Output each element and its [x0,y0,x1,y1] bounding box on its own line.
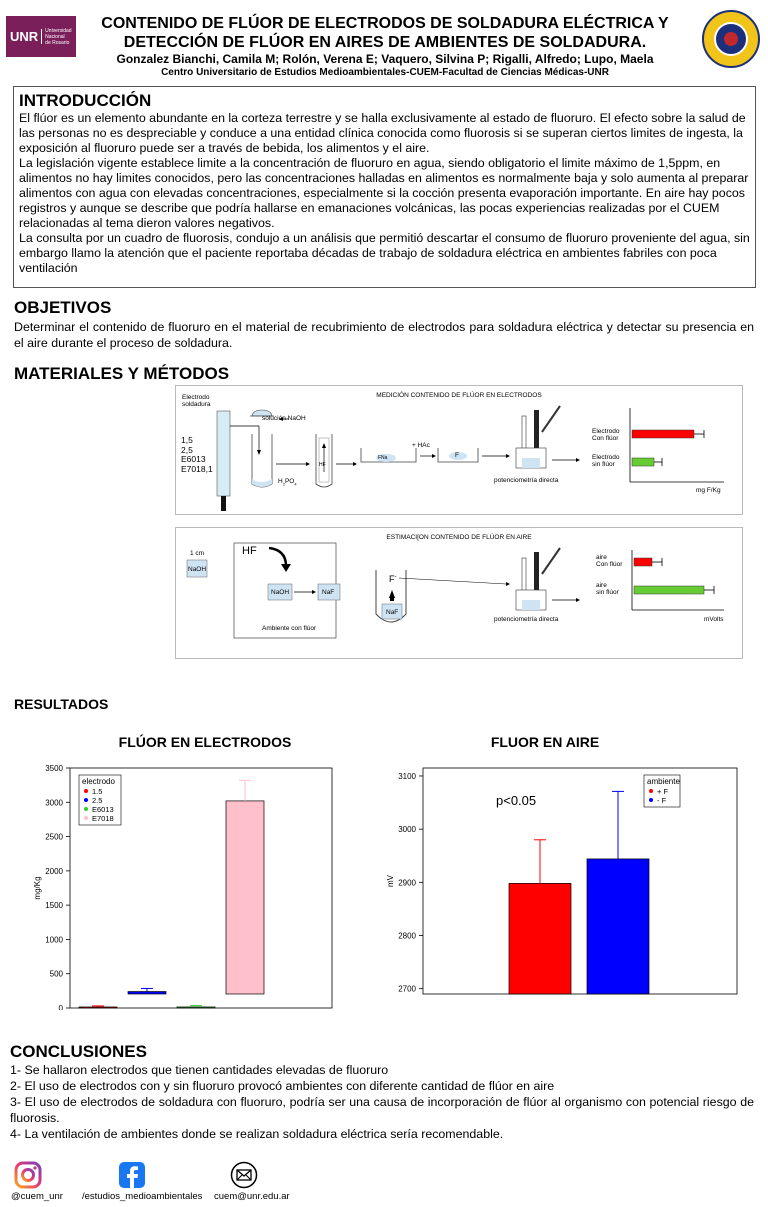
hf-label: HF [242,545,257,557]
email-icon[interactable] [230,1161,258,1189]
y-tick-label: 2500 [45,832,63,842]
conclusion-item: 2- El uso de electrodos con y sin fluoruro provocó ambientes con diferente cantidad de flúor en aire [10,1079,555,1093]
electrode-label: Electrodo soldadura [182,394,211,408]
y-tick-label: 2000 [45,866,63,876]
intro-paragraph: La legislación vigente establece limite a la concentración de fluoruro en agua, siendo obligatorio el limite máximo de 1,5ppm, en alimentos no hay limites conocidos, pero las concentraciones halladas en alimentos es normalmente baja y solo aumenta al preparar alimentos con agua con elevadas concentraciones, especialmente si la cocción presenta evaporación importante. En aire hay pocos registros y aunque se describe que podría hallarse en emanaciones volcánicas, las pocas experiencias realizadas por el CUEM relacionadas al tema dieron valores negativos. [19,156,749,230]
conclusion-item: 1- Se hallaron electrodos que tienen cantidades elevadas de fluoruro [10,1063,389,1077]
legend-marker [84,816,88,820]
y-axis-label: mV [386,875,395,887]
legend-label: E6013 [92,805,114,814]
y-tick-label: 0 [58,1004,63,1010]
conclusions-section [10,1042,754,1142]
potentiometry-label: potenciometría directa [494,616,559,623]
legend-label: 2.5 [92,796,103,805]
cuem-seal-logo [702,10,760,68]
potentiometry-label: potenciometría directa [494,477,559,484]
fna-label: FNa [378,455,388,461]
institution: Centro Universitario de Estudios Medioambientales-CUEM-Facultad de Ciencias Médicas-UNR [161,67,609,78]
electrode-measurement-diagram [175,385,743,515]
introduction-heading: INTRODUCCIÓN [19,91,152,110]
diagram1-title: MEDICIÓN CONTENIDO DE FLÚOR EN ELECTRODOS [376,392,542,399]
fluoride-ion-label: F- [389,574,397,584]
bar [79,1007,117,1008]
instagram-handle[interactable]: @cuem_unr [11,1191,63,1202]
bar-label-with-fluor: Electrodo Con flúor [592,428,620,442]
legend-marker [84,807,88,811]
legend-title: ambiente [647,777,680,786]
y-tick-label: 3000 [398,825,416,835]
intro-paragraph: La consulta por un cuadro de fluorosis, condujo a un análisis que permitió descartar el consumo de fluoruro proveniente del agua, sin embargo llamo la atención que el paciente reportaba décadas de trabajo de soldadura eléctrica en ambientes fabriles con poca ventilación [19,231,750,275]
y-axis-label: mg/Kg [33,876,42,900]
plot-frame [423,768,737,994]
electrode-fluor-chart [20,760,340,1010]
results-heading: RESULTADOS [14,696,109,712]
y-tick-label: 3000 [45,798,63,808]
objectives-section [14,298,754,351]
facebook-icon[interactable] [119,1162,145,1188]
conclusions-heading: CONCLUSIONES [10,1042,147,1061]
legend-marker [84,798,88,802]
electrode-list: 1,5 2,5 E6013 E7018,1 [181,435,213,474]
legend-marker [649,789,653,793]
intro-paragraph: El flúor es un elemento abundante en la corteza terrestre y se halla exclusivamente al estado de fluoruro. El efecto sobre la salud de las personas no es despreciable y conduce a una entidad clínica conocida como fluorosis si se superan ciertos limites de ingesta, la exposición al fluoruro puede ser a través de bebida, los alimentos y el aire. [19,111,746,155]
unr-logo [6,16,76,57]
naf-tube-label: NaF [386,609,399,616]
legend-title: electrodo [82,777,115,786]
y-tick-label: 2700 [398,984,416,994]
unr-logo-text: UNR [6,29,42,44]
email-address[interactable]: cuem@unr.edu.ar [214,1191,290,1202]
axis-label-mvolts: mVolts [704,616,724,623]
naf-box-label: NaF [322,589,335,596]
diagram2-graphics [176,528,742,658]
objectives-text: Determinar el contenido de fluoruro en el material de recubrimiento de electrodos para soldadura eléctrica y detectar su presencia en el aire durante el proceso de soldadura. [14,320,754,350]
legend-marker [84,789,88,793]
chart2-title: FLUOR EN AIRE [490,734,600,750]
bar [128,992,166,994]
conclusion-item: 4- La ventilación de ambientes donde se realizan soldadura eléctrica sería recomendable. [10,1127,504,1141]
y-tick-label: 3500 [45,764,63,773]
instagram-icon[interactable] [14,1161,42,1189]
naoh-box-label: NaOH [271,589,290,596]
bar [177,1007,215,1008]
introduction-section [13,86,756,288]
poster-title: CONTENIDO DE FLÚOR DE ELECTRODOS DE SOLDADURA ELÉCTRICA Y DETECCIÓN DE FLÚOR EN AIRES DE AMBIENTES DE SOLDADURA. [101,15,669,51]
air-estimation-diagram [175,527,743,659]
conclusion-item: 3- El uso de electrodos de soldadura con fluoruro, podría ser una causa de incorporación de flúor al organismo con potencial riesgo de fluorosis. [10,1095,754,1125]
hf-label: HF [319,462,326,468]
bar-label-without-fluor: Electrodo sin flúor [592,454,620,468]
chart1-title: FLÚOR EN ELECTRODOS [118,734,292,750]
y-tick-label: 1500 [45,901,63,911]
legend-marker [649,798,653,802]
unr-logo-subtext: Universidad Nacional de Rosario [45,27,72,46]
legend-label: E7018 [92,814,114,823]
hac-label: + HAc [412,442,430,449]
y-tick-label: 2800 [398,931,416,941]
y-tick-label: 500 [49,969,63,979]
ambient-label: Ambiente con flúor [262,625,317,632]
p-value-annotation: p<0.05 [496,793,537,808]
axis-label-mgfkg: mg F/Kg [696,487,721,494]
legend-label: - F [657,796,667,805]
h2po4-label: $H_2PO_4$ [278,478,297,487]
naoh-solution-label: solución NaOH [262,415,306,422]
legend-label: 1.5 [92,787,103,796]
naoh-filter-label: NaOH [188,566,207,573]
diagram1-graphics [176,386,742,514]
bar-label-air-without-fluor: aire sin flúor [596,582,619,596]
methods-heading: MATERIALES Y MÉTODOS [14,364,230,383]
air-fluor-chart [385,760,747,1010]
bar [226,801,264,994]
y-tick-label: 1000 [45,935,63,945]
size-label: 1 cm [190,550,205,557]
objectives-heading: OBJETIVOS [14,298,112,317]
facebook-handle[interactable]: /estudios_medioambientales [82,1191,203,1202]
fluoride-label: F [455,452,459,459]
y-tick-label: 2900 [398,878,416,888]
legend-label: + F [657,787,669,796]
bar [509,883,571,994]
bar [587,859,649,994]
diagram2-title: ESTIMACI[ON CONTENIDO DE FLÚOR EN AIRE [386,534,532,541]
authors: Gonzalez Bianchi, Camila M; Rolón, Verena E; Vaquero, Silvina P; Rigalli, Alfredo; Lupo, Maela [116,52,654,66]
y-tick-label: 3100 [398,771,416,781]
bar-label-air-with-fluor: aire Con flúor [596,554,623,568]
